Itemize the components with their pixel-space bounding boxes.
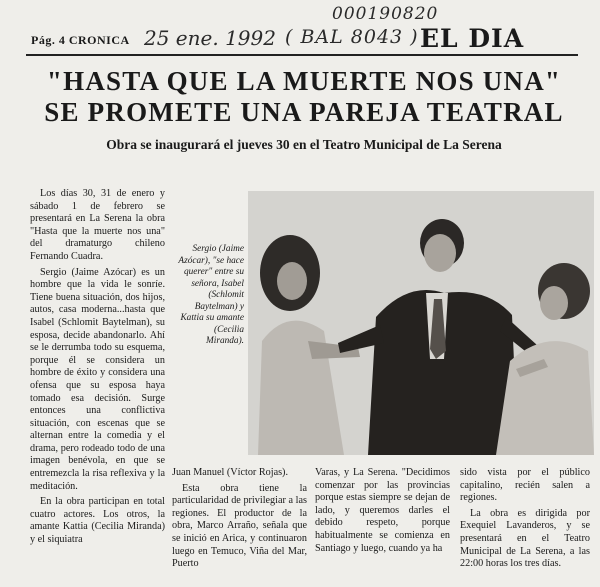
article-column-1	[30, 188, 165, 550]
photo-caption: Sergio (Jaime Azócar), "se hace querer" entre su señora, Isabel (Schlomit Baytelman) y Kattia su amante (Cecilia Miranda).	[178, 244, 244, 346]
header-rule	[26, 54, 578, 56]
handwritten-reference: ( BAL 8043 )	[285, 26, 419, 48]
paragraph: Juan Manuel (Víctor Rojas).	[172, 467, 288, 478]
headline-line-2: SE PROMETE UNA PAREJA TEATRAL	[44, 97, 564, 127]
headline-line-1: "HASTA QUE LA MUERTE NOS UNA"	[46, 66, 562, 96]
accession-number: 000190820	[332, 4, 439, 24]
page-section-label: Pág. 4 CRONICA	[31, 33, 130, 47]
paragraph: Sergio (Jaime Azócar) es un hombre que la vida le sonríe. Tiene buena situación, dos hijos, autos, casa moderna...hasta que Isabel (Schlomit Baytelman), su esposa, decide abandonarlo. Ahí se le derrumba todo su esquema, porque él se considera un hombre de éxito y considera una ofensa que su esposa haya tomado esa decisión. Surge entonces una conflictiva situación, con escenas que se alternan entre la comedia y el drama, pero rodeado todo de una imagen benévola, en que se entremezcla la risa reflexiva y la meditación.	[30, 266, 165, 492]
article-column-4	[460, 467, 590, 574]
article-photo	[248, 191, 594, 455]
newspaper-masthead: EL DIA	[420, 24, 525, 53]
subheadline: Obra se inaugurará el jueves 30 en el Teatro Municipal de La Serena	[106, 137, 502, 152]
headline	[24, 66, 584, 128]
article-column-2	[172, 467, 307, 574]
actors-photo-illustration	[248, 191, 594, 455]
paragraph: Esta obra tiene la particularidad de privilegiar a las regiones. El productor de la obra, Marco Arraño, señala que se inició en Arica, y continuaron luego en Temuco, Viña del Mar, Puerto	[172, 482, 307, 570]
paragraph: Los días 30, 31 de enero y sábado 1 de febrero se presentará en La Serena la obra "Hasta que la muerte nos una" del dramaturgo chileno Fernando Cuadra.	[30, 188, 165, 262]
paragraph: Varas, y La Serena. "Decidimos comenzar por las provincias porque estas siempre se dejan de lado, y queremos darles el debido respeto, porque habitualmente se comienza en Santiago y luego, cuando ya ha	[315, 467, 450, 554]
paragraph: En la obra participan en total cuatro actores. Los otros, la amante Kattia (Cecilia Miranda) y el siquiatra	[30, 496, 165, 546]
handwritten-date: 25 ene. 1992	[144, 26, 276, 50]
article-column-3	[315, 467, 450, 558]
paragraph: sido vista por el público capitalino, recién salen a regiones.	[460, 467, 590, 504]
paragraph: La obra es dirigida por Exequiel Lavanderos, y se presentará en el Teatro Municipal de La Serena, a las 22:00 horas los tres días.	[460, 507, 590, 570]
